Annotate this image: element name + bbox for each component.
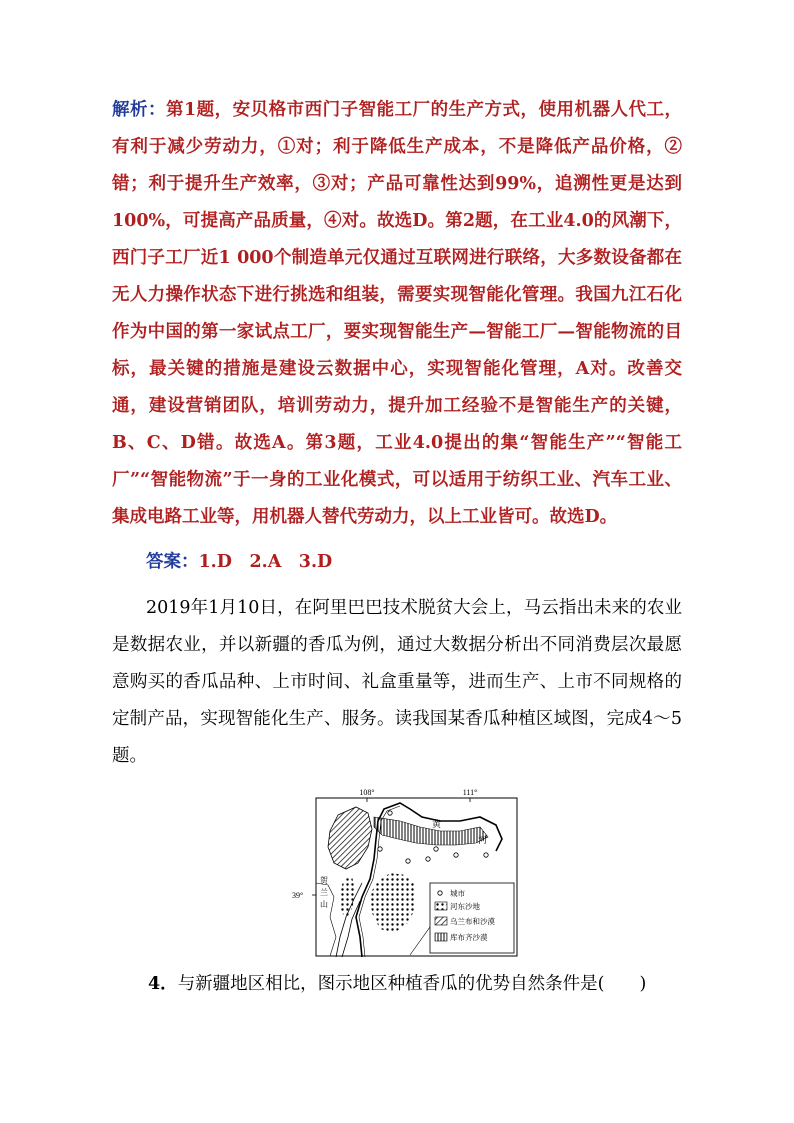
question-number: 4． — [148, 974, 178, 994]
river-label-huang: 黄 — [432, 820, 442, 830]
city-marker — [378, 847, 382, 851]
city-marker — [454, 853, 458, 857]
legend-hedong-label: 河东沙地 — [450, 902, 480, 911]
question-stem — [112, 590, 682, 775]
stem-text: 2019年1月10日，在阿里巴巴技术脱贫大会上，马云指出未来的农业是数据农业，并以新疆的香瓜为例，通过大数据分析出不同消费层次最愿意购买的香瓜品种、上市时间、礼盒重量等，进而生产、上市不同规格的定制产品，实现智能化生产、服务。读我国某香瓜种植区域图，完成4～5题。 — [112, 598, 682, 766]
analysis-text: 第1题，安贝格市西门子智能工厂的生产方式，使用机器人代工，有利于减少劳动力，①对；利于降低生产成本，不是降低产品价格，②错；利于提升生产效率，③对；产品可靠性达到99%，追溯性更是达到100%，可提高产品质量，④对。故选D。第2题，在工业4.0的风潮下，西门子工厂近1 000个制造单元仅通过互联网进行联络，大多数设备都在无人力操作状态下进行挑选和组装，需要实现智能化管理。我国九江石化作为中国的第一家试点工厂，要实现智能生产—智能工厂—智能物流的目标，最关键的措施是建设云数据中心，实现智能化管理，A对。改善交通，建设营销团队，培训劳动力，提升加工经验不是智能生产的关键，B、C、D错。故选A。第3题，工业4.0提出的集“智能生产”“智能工厂”“智能物流”于一身的工业化模式，可以适用于纺织工业、汽车工业、集成电路工业等，用机器人替代劳动力，以上工业皆可。故选D。 — [112, 100, 682, 527]
mountain-label-1: 贺 — [320, 876, 328, 885]
legend-city-label: 城市 — [450, 889, 465, 898]
mountain-label-3: 山 — [320, 900, 328, 909]
city-marker — [406, 859, 410, 863]
answer-text: 1.D 2.A 3.D — [198, 552, 333, 572]
legend-wulanbuhe-symbol — [435, 917, 447, 925]
city-marker — [426, 857, 430, 861]
legend-hedong-symbol — [435, 902, 447, 910]
region-map — [290, 787, 526, 959]
answer-label: 答案： — [146, 552, 199, 572]
legend-city-symbol — [438, 891, 442, 895]
city-marker — [388, 811, 392, 815]
analysis-label: 解析： — [112, 100, 166, 120]
city-marker — [484, 853, 488, 857]
latitude-39-label: 39° — [292, 891, 304, 900]
legend-kubuqi-label: 库布齐沙漠 — [450, 933, 488, 942]
mountain-label-2: 兰 — [320, 888, 328, 897]
river-label-he: 河 — [478, 836, 488, 846]
legend-wulanbuhe-label: 乌兰布和沙漠 — [450, 917, 495, 926]
longitude-111-label: 111° — [462, 788, 478, 797]
question-4 — [148, 966, 688, 1003]
analysis-paragraph — [112, 92, 682, 536]
longitude-108-label: 108° — [359, 788, 375, 797]
legend-kubuqi-symbol — [435, 933, 447, 941]
city-marker — [434, 847, 438, 851]
answer-paragraph — [112, 544, 682, 581]
question-text: 与新疆地区相比，图示地区种植香瓜的优势自然条件是( ) — [177, 974, 647, 994]
